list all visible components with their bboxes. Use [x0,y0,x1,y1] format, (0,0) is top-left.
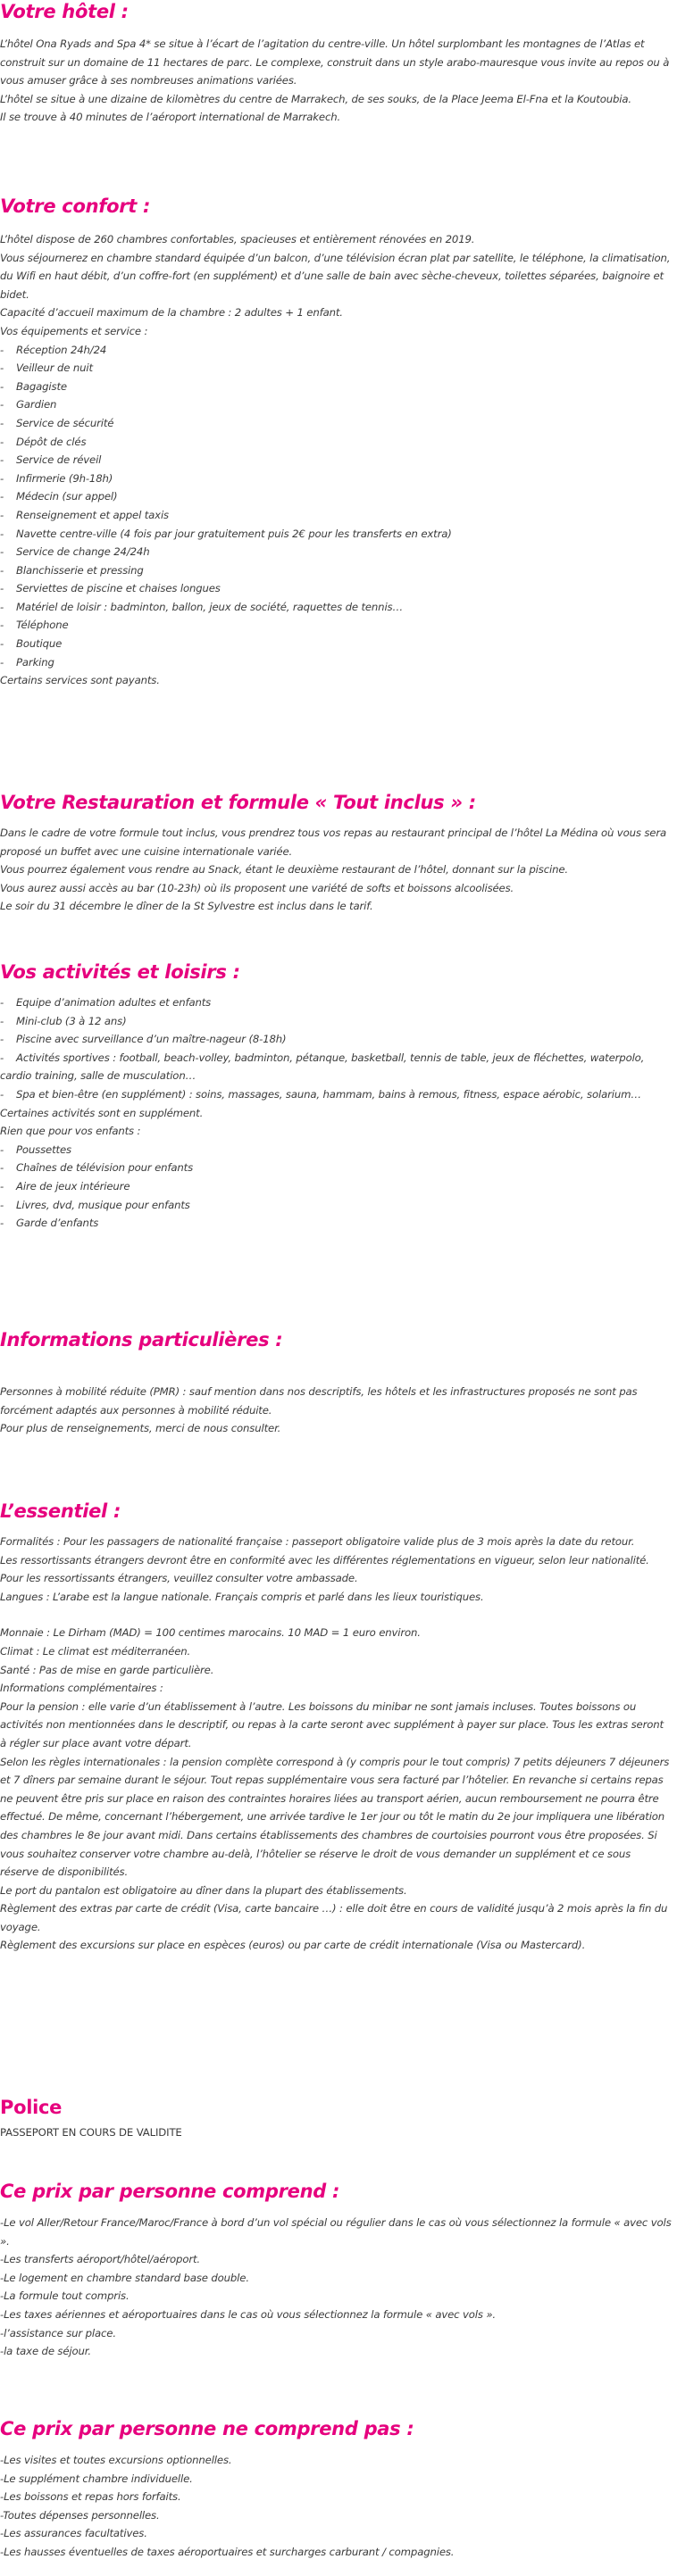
section-comprend [0,2180,672,2361]
list-item: - Téléphone [0,619,69,632]
section-title-infos: Informations particulières : [0,1329,283,1350]
list-item: -Les taxes aériennes et aéroportuaires dans le cas où vous sélectionnez la formule « avec vols ». [0,2307,496,2321]
section-infos [0,1328,672,1438]
kids-list [0,1141,672,1233]
infos-paragraph: Pour plus de renseignements, merci de nous consulter. [0,1422,281,1435]
list-item: -Le logement en chambre standard base double. [0,2271,249,2284]
section-title-activites: Vos activités et loisirs : [0,961,240,983]
essentiel-paragraph: Formalités : Pour les passagers de nationalité française : passeport obligatoire valide plus de 3 mois après la date du retour. [0,1535,635,1548]
list-item: -La formule tout compris. [0,2289,130,2303]
list-item: - Service de réveil [0,453,102,467]
activites-note: Certaines activités sont en supplément. [0,1106,204,1119]
list-item: - Boutique [0,637,63,651]
section-ne-comprend [0,2417,672,2562]
list-item: - Parking [0,655,54,669]
list-item: -Les boissons et repas hors forfaits. [0,2490,181,2504]
police-text: PASSEPORT EN COURS DE VALIDITE [0,2126,182,2139]
confort-footer: Certains services sont payants. [0,674,160,687]
list-item: - Service de sécurité [0,416,114,429]
essentiel-paragraph: Monnaie : Le Dirham (MAD) = 100 centimes marocains. 10 MAD = 1 euro environ. [0,1626,421,1640]
essentiel-paragraph: Climat : Le climat est méditerranéen. [0,1644,191,1658]
activites-kids-heading: Rien que pour vos enfants : [0,1125,141,1138]
list-item: -Le vol Aller/Retour France/Maroc/France à bord d’un vol spécial ou régulier dans le cas où vous sélectionnez la formule « avec vols ». [0,2216,672,2248]
list-item: - Médecin (sur appel) [0,490,118,503]
list-item: - Livres, dvd, musique pour enfants [0,1198,190,1211]
section-activites [0,960,672,1233]
activites-list [0,993,672,1104]
list-item: -Toutes dépenses personnelles. [0,2508,160,2522]
confort-paragraph: Capacité d’accueil maximum de la chambre : 2 adultes + 1 enfant. [0,306,343,320]
list-item: - Gardien [0,398,57,411]
section-title-comprend: Ce prix par personne comprend : [0,2181,340,2202]
list-item: -la taxe de séjour. [0,2345,91,2358]
essentiel-paragraph: Le port du pantalon est obligatoire au dîner dans la plupart des établissements. [0,1883,407,1897]
list-item: - Chaînes de télévision pour enfants [0,1161,194,1175]
list-item: - Service de change 24/24h [0,545,150,559]
essentiel-paragraph: Les ressortissants étrangers devront être en conformité avec les différentes réglementations en vigueur, selon leur nationalité. [0,1553,649,1566]
hotel-paragraph: Il se trouve à 40 minutes de l’aéroport international de Marrakech. [0,111,341,124]
list-item: - Dépôt de clés [0,435,87,448]
essentiel-paragraph: Langues : L’arabe est la langue nationale. Français compris et parlé dans les lieux touristiques. [0,1590,484,1603]
essentiel-paragraph: Pour les ressortissants étrangers, veuillez consulter votre ambassade. [0,1572,358,1585]
section-hotel [0,0,672,127]
list-item: - Infirmerie (9h-18h) [0,471,113,485]
list-item: - Renseignement et appel taxis [0,508,169,521]
list-item: - Bagagiste [0,379,67,393]
essentiel-paragraph: Règlement des excursions sur place en espèces (euros) ou par carte de crédit internationale (Visa ou Mastercard). [0,1939,586,1952]
essentiel-paragraph: Santé : Pas de mise en garde particulière. [0,1663,214,1676]
list-item: - Veilleur de nuit [0,361,93,375]
list-item: - Poussettes [0,1143,71,1156]
restauration-paragraph: Dans le cadre de votre formule tout inclus, vous prendrez tous vos repas au restaurant principal de l’hôtel La Médina où vous sera proposé un buffet avec une cuisine internationale variée. [0,827,666,858]
restauration-paragraph: Vous aurez aussi accès au bar (10-23h) où ils proposent une variété de softs et boissons alcoolisées. [0,881,514,894]
essentiel-paragraph: Règlement des extras par carte de crédit (Visa, carte bancaire …) : elle doit être en cours de validité jusqu’à 2 mois après la fin du voyage. [0,1902,668,1933]
list-item: - Navette centre-ville (4 fois par jour gratuitement puis 2€ pour les transferts en extra) [0,527,452,540]
confort-paragraph: L’hôtel dispose de 260 chambres confortables, spacieuses et entièrement rénovées en 2019. [0,233,475,245]
list-item: -Les visites et toutes excursions optionnelles. [0,2454,232,2466]
list-item: - Serviettes de piscine et chaises longues [0,582,221,595]
section-police [0,2096,672,2142]
list-item: -Les assurances facultatives. [0,2527,147,2540]
list-item: - Equipe d’animation adultes et enfants [0,996,212,1009]
confort-paragraph: Vos équipements et service : [0,324,148,337]
list-item: - Activités sportives : football, beach-volley, badminton, pétanque, basketball, tennis de table, jeux de fléchettes, waterpolo, cardio training, salle de musculation… [0,1051,645,1083]
section-title-restauration: Votre Restauration et formule « Tout inclus » : [0,792,476,813]
list-item: - Piscine avec surveillance d’un maître-nageur (8-18h) [0,1033,287,1046]
infos-paragraph: Personnes à mobilité réduite (PMR) : sauf mention dans nos descriptifs, les hôtels et les infrastructures proposés ne sont pas forcément adaptés aux personnes à mobilité réduite. [0,1385,638,1417]
hotel-paragraph: L’hôtel se situe à une dizaine de kilomètres du centre de Marrakech, de ses souks, de la Place Jeema El-Fna et la Koutoubia. [0,92,631,105]
section-restauration [0,791,672,916]
list-item: -Le supplément chambre individuelle. [0,2472,193,2485]
list-item: -Les hausses éventuelles de taxes aéroportuaires et surcharges carburant / compagnies. [0,2545,455,2558]
hotel-paragraph: L’hôtel Ona Ryads and Spa 4* se situe à l’écart de l’agitation du centre-ville. Un hôtel surplombant les montagnes de l’Atlas et construit sur un domaine de 11 hectares de parc. Le complexe, construit dans un style arabo-mauresque vous invite au repos ou à vous amuser grâce à ses nombreuses animations variées. [0,37,670,87]
essentiel-paragraph: Informations complémentaires : [0,1682,163,1695]
list-item: -l’assistance sur place. [0,2326,116,2339]
list-item: - Mini-club (3 à 12 ans) [0,1014,127,1027]
section-essentiel [0,1500,672,1955]
list-item: -Les transferts aéroport/hôtel/aéroport. [0,2253,200,2266]
list-item: - Blanchisserie et pressing [0,563,144,577]
section-confort [0,195,672,690]
list-item: - Spa et bien-être (en supplément) : soins, massages, sauna, hammam, bains à remous, fitness, espace aérobic, solarium… [0,1087,641,1101]
section-title-hotel: Votre hôtel : [0,1,129,22]
list-item: - Matériel de loisir : badminton, ballon, jeux de société, raquettes de tennis… [0,600,404,613]
list-item: - Réception 24h/24 [0,343,107,356]
section-title-confort: Votre confort : [0,195,151,217]
list-item: - Garde d’enfants [0,1217,99,1230]
section-title-essentiel: L’essentiel : [0,1500,121,1522]
section-title-police: Police [0,2097,63,2118]
list-item: - Aire de jeux intérieure [0,1179,130,1192]
confort-paragraph: Vous séjournerez en chambre standard équipée d’un balcon, d’une télévision écran plat par satellite, le téléphone, la climatisation, du Wifi en haut débit, d’un coffre-fort (en supplément) et d’une salle de bain avec sèche-cheveux, toilettes séparées, baignoire et bidet. [0,251,671,301]
essentiel-paragraph: Pour la pension : elle varie d’un établissement à l’autre. Les boissons du minibar ne sont jamais incluses. Toutes boissons ou activités non mentionnées dans le descriptif, ou repas à la carte seront avec supplément à payer sur place. Tous les extras seront à régler sur place avant votre départ. [0,1699,664,1749]
restauration-paragraph: Le soir du 31 décembre le dîner de la St Sylvestre est inclus dans le tarif. [0,900,373,913]
confort-services-list [0,341,672,672]
section-title-ne-comprend: Ce prix par personne ne comprend pas : [0,2418,414,2439]
restauration-paragraph: Vous pourrez également vous rendre au Snack, étant le deuxième restaurant de l’hôtel, donnant sur la piscine. [0,863,568,877]
essentiel-paragraph: Selon les règles internationales : la pension complète correspond à (y compris pour le tout compris) 7 petits déjeuners 7 déjeuners et 7 dîners par semaine durant le séjour. Tout repas supplémentaire vous sera facturé par l’hôtelier. En revanche si certains repas ne peuvent être pris sur place en raison des contraintes horaires liées au transport aérien, aucun remboursement ne pourra être effectué. De même, concernant l’hébergement, une arrivée tardive le 1er jour ou tôt le matin du 2e jour impliquera une libération des chambres le 8e jour avant midi. Dans certains établissements des chambres de courtoisies pourront vous être proposées. Si vous souhaitez conserver votre chambre au-delà, l’hôtelier se réserve le droit de vous demander un supplément et ce sous réserve de disponibilités. [0,1755,670,1879]
